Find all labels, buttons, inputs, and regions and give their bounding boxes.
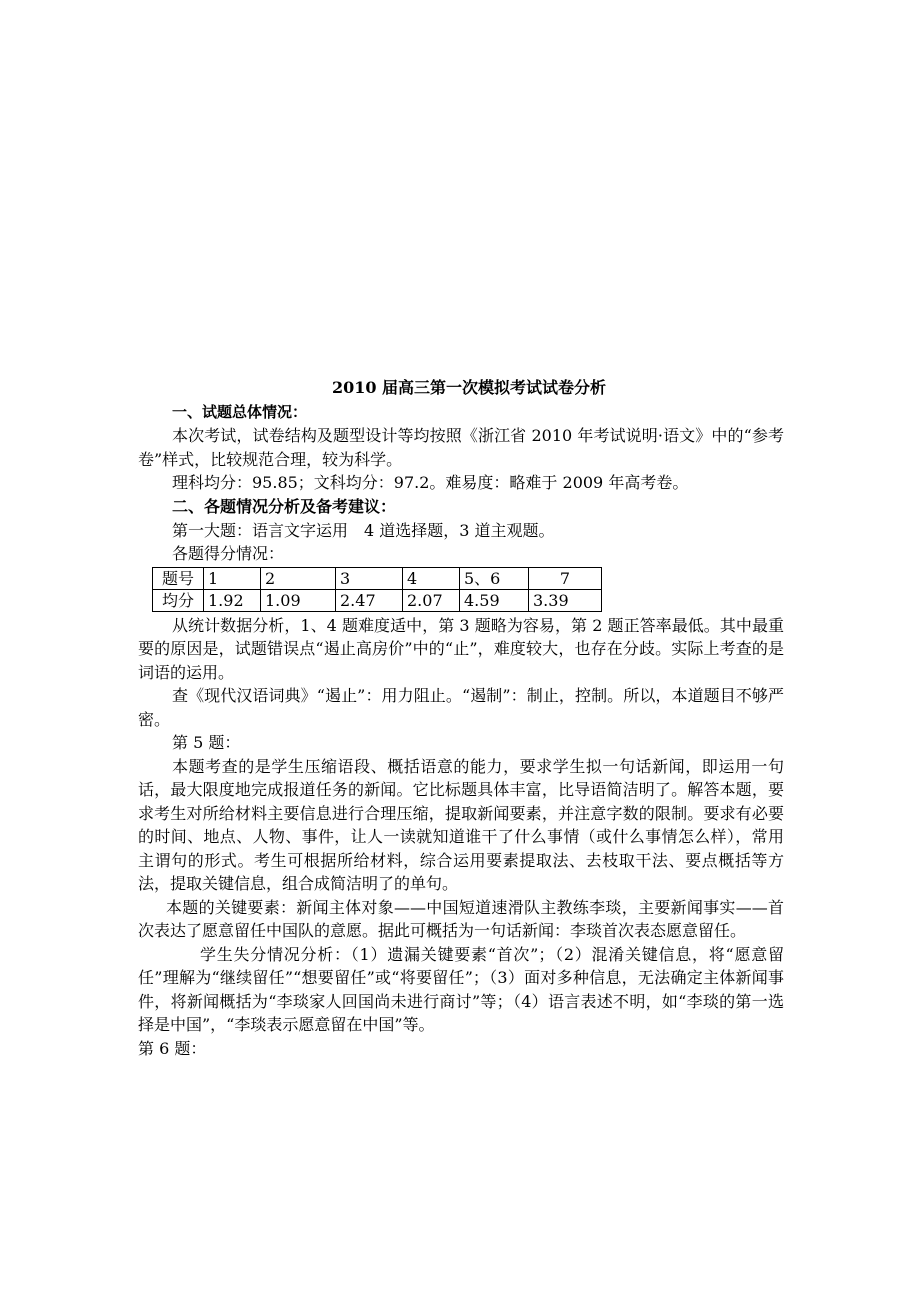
section1-heading: 一、试题总体情况：	[172, 403, 308, 421]
paragraph-average-scores: 理科均分：95.85；文科均分：97.2。难易度：略难于 2009 年高考卷。	[172, 473, 689, 492]
table-row	[153, 589, 602, 611]
table-cell: 5、6	[460, 567, 529, 589]
section2-heading: 二、各题情况分析及备考建议：	[172, 496, 397, 516]
document-title: 2010 届高三第一次模拟考试试卷分析	[331, 378, 607, 397]
table-cell: 1	[204, 567, 261, 589]
score-table	[152, 567, 602, 612]
table-header-row	[153, 567, 602, 589]
paragraph-statistics-analysis: 从统计数据分析，1、4 题难度适中，第 3 题略为容易，第 2 题正答率最低。其中最重要的原因是，试题错误点“遏止高房价”中的“止”，难度较大，也存在分歧。实际上考查的是词语的运用。	[138, 615, 784, 682]
table-cell: 1.09	[261, 589, 336, 611]
paragraph-score-label: 各题得分情况：	[172, 544, 285, 563]
table-cell: 7	[529, 567, 602, 589]
paragraph-error-analysis: 学生失分情况分析：（1）遗漏关键要素“首次”；（2）混淆关键信息，将“愿意留任”理解为“继续留任”“想要留任”或“将要留任”；（3）面对多种信息，无法确定主体新闻事件，将新闻概括为“李琰家人回国尚未进行商讨”等；（4）语言表述不明，如“李琰的第一选择是中国”，“李琰表示愿意留在中国”等。	[138, 944, 784, 1034]
table-cell: 2	[261, 567, 336, 589]
table-cell: 2.07	[403, 589, 460, 611]
document-body	[138, 376, 784, 1060]
table-cell: 1.92	[204, 589, 261, 611]
table-cell: 2.47	[336, 589, 403, 611]
paragraph-question5-heading: 第 5 题：	[172, 733, 241, 752]
paragraph-question6-heading: 第 6 题：	[138, 1038, 207, 1058]
paragraph-part-one: 第一大题：语言文字运用 4 道选择题，3 道主观题。	[172, 520, 555, 540]
paragraph-key-elements: 本题的关键要素：新闻主体对象——中国短道速滑队主教练李琰，主要新闻事实——首次表达了愿意留任中国队的意愿。据此可概括为一句话新闻：李琰首次表态愿意留任。	[138, 897, 784, 940]
paragraph-dictionary-note: 查《现代汉语词典》“遏止”：用力阻止。“遏制”：制止，控制。所以，本道题目不够严密。	[138, 686, 784, 729]
table-cell: 题号	[153, 567, 204, 589]
table-cell: 4	[403, 567, 460, 589]
table-cell: 3	[336, 567, 403, 589]
paragraph-question5-analysis: 本题考查的是学生压缩语段、概括语意的能力，要求学生拟一句话新闻，即运用一句话，最大限度地完成报道任务的新闻。它比标题具体丰富，比导语简洁明了。解答本题，要求考生对所给材料主要信息进行合理压缩，提取新闻要素，并注意字数的限制。要求有必要的时间、地点、人物、事件，让人一读就知道谁干了什么事情（或什么事情怎么样），常用主谓句的形式。考生可根据所给材料，综合运用要素提取法、去枝取干法、要点概括等方法，提取关键信息，组合成简洁明了的单句。	[138, 756, 784, 893]
table-cell: 均分	[153, 589, 204, 611]
table-cell: 4.59	[460, 589, 529, 611]
table-cell: 3.39	[529, 589, 602, 611]
paragraph-exam-overview: 本次考试，试卷结构及题型设计等均按照《浙江省 2010 年考试说明·语文》中的“参考卷”样式，比较规范合理，较为科学。	[138, 426, 784, 469]
